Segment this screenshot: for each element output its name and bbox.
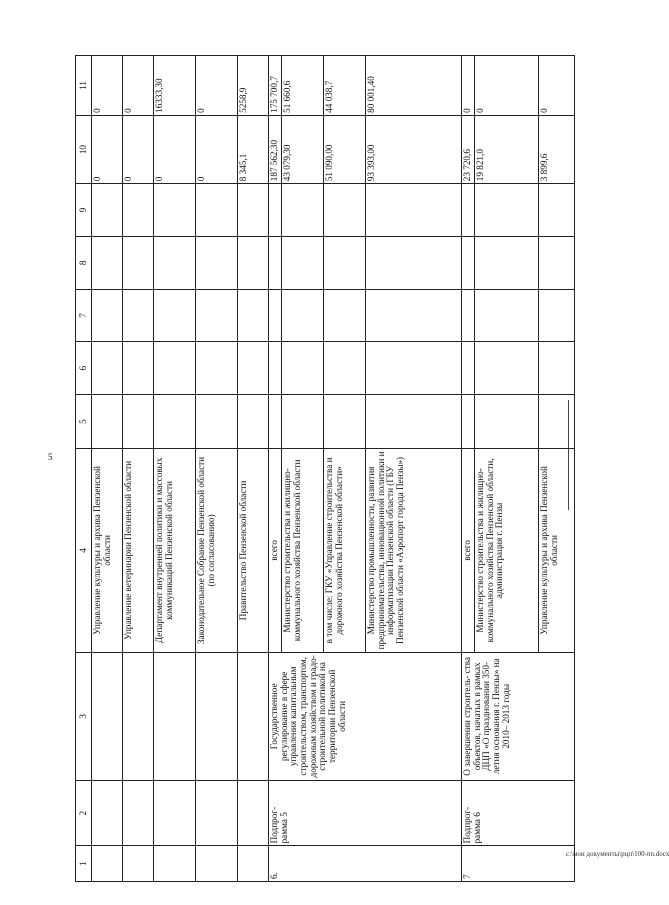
executor-cell: Управление культуры и архива Пензенской области: [92, 449, 123, 653]
value-cell: 16333,30: [154, 56, 196, 116]
table-cell: [123, 236, 154, 289]
executor-cell: всего: [462, 449, 475, 653]
value-cell: 0: [123, 56, 154, 116]
table-cell: [269, 342, 282, 395]
header-cell: 10: [76, 115, 92, 183]
row-number-cell: 7: [462, 846, 575, 882]
table-cell: [196, 236, 238, 289]
value-cell: 0: [462, 56, 475, 116]
value-cell: 23 720,6: [462, 115, 475, 183]
table-cell: [123, 289, 154, 342]
table-cell: [92, 652, 123, 780]
table-cell: [92, 289, 123, 342]
table-cell: [196, 342, 238, 395]
table-cell: [324, 236, 366, 289]
subprogram-cell: Подпрог- рамма 5: [269, 780, 462, 846]
table-cell: [238, 652, 269, 780]
executor-cell: Департамент внутренней политики и массовых коммуникаций Пензенской области: [154, 449, 196, 653]
table-cell: [539, 184, 575, 237]
table-cell: [123, 652, 154, 780]
table-cell: [366, 184, 462, 237]
header-cell: 6: [76, 342, 92, 395]
subprogram-cell: Подпрог- рамма 6: [462, 780, 575, 846]
table-cell: [324, 289, 366, 342]
value-cell: 43 079,30: [282, 115, 324, 183]
table-cell: [269, 394, 282, 448]
table-cell: [324, 342, 366, 395]
header-cell: 1: [76, 846, 92, 882]
header-cell: 9: [76, 184, 92, 237]
table-cell: [282, 394, 324, 448]
value-cell: 0: [475, 56, 539, 116]
table-cell: [539, 394, 575, 448]
table-cell: [154, 342, 196, 395]
table-cell: [238, 184, 269, 237]
value-cell: 0: [154, 115, 196, 183]
value-cell: 175 700,7: [269, 56, 282, 116]
value-cell: 3 899,6: [539, 115, 575, 183]
table-cell: [269, 236, 282, 289]
budget-table: [75, 55, 575, 882]
table-cell: [154, 289, 196, 342]
header-cell: 3: [76, 652, 92, 780]
table-cell: [154, 236, 196, 289]
table-cell: [324, 184, 366, 237]
value-cell: 80 001,40: [366, 56, 462, 116]
executor-cell: всего: [269, 449, 282, 653]
table-cell: [238, 236, 269, 289]
executor-cell: Министерство строительства и жилищно-коммунального хозяйства Пензенской области, администрация г. Пензы: [475, 449, 539, 653]
table-cell: [196, 846, 238, 882]
table-header-row: [76, 56, 92, 882]
subprogram-title-cell: Государственное регулирование в сфере управления капитальным строительством, транспортом, дорожным хозяйством и градо- строительной политикой на территории Пензенской области: [269, 652, 462, 780]
table-cell: [462, 342, 475, 395]
value-cell: 0: [92, 56, 123, 116]
table-cell: [154, 184, 196, 237]
header-cell: 2: [76, 780, 92, 846]
value-cell: 8 345,1: [238, 115, 269, 183]
table-cell: [282, 184, 324, 237]
executor-cell: Управление ветеринарии Пензенской области: [123, 449, 154, 653]
table-cell: [154, 394, 196, 448]
table-cell: [123, 394, 154, 448]
table-cell: [269, 184, 282, 237]
table-cell: [196, 184, 238, 237]
table-cell: [475, 342, 539, 395]
table-cell: [238, 780, 269, 846]
table-cell: [92, 184, 123, 237]
table-cell: [154, 780, 196, 846]
table-cell: [123, 342, 154, 395]
table-cell: [475, 236, 539, 289]
table-cell: [92, 236, 123, 289]
table-cell: [154, 846, 196, 882]
table-cell: [366, 342, 462, 395]
table-cell: [238, 846, 269, 882]
table-cell: [123, 184, 154, 237]
value-cell: 187 562,30: [269, 115, 282, 183]
table-row: [92, 56, 123, 882]
value-cell: 0: [123, 115, 154, 183]
table-cell: [462, 394, 475, 448]
table-cell: [366, 394, 462, 448]
executor-cell: в том числе: ГКУ «Управление строительства и дорожного хозяйства Пензенской области»: [324, 449, 366, 653]
header-cell: 5: [76, 394, 92, 448]
table-cell: [92, 846, 123, 882]
table-cell: [92, 780, 123, 846]
table-cell: [539, 342, 575, 395]
table-cell: [154, 652, 196, 780]
table-cell: [92, 394, 123, 448]
table-cell: [462, 289, 475, 342]
table-cell: [539, 289, 575, 342]
table-cell: [475, 394, 539, 448]
value-cell: 0: [196, 115, 238, 183]
table-cell: [475, 289, 539, 342]
table-cell: [238, 342, 269, 395]
executor-cell: Управление культуры и архива Пензенской области: [539, 449, 575, 653]
value-cell: 19 821,0: [475, 115, 539, 183]
subprogram-title-cell: О завершении строитель- ства объектов, начатых в рамках ДЦП «О праздновании 350- летия основания г. Пензы» на 2010– 2013 годы: [462, 652, 575, 780]
table-cell: [196, 652, 238, 780]
footer-file-path: c:\мои документы\рцп\100-nn.docx: [566, 850, 669, 858]
executor-cell: Министерство строительства и жилищно-коммунального хозяйства Пензенской области: [282, 449, 324, 653]
table-cell: [282, 236, 324, 289]
table-cell: [366, 236, 462, 289]
table-cell: [123, 846, 154, 882]
executor-cell: Правительство Пензенской области: [238, 449, 269, 653]
table-cell: [462, 184, 475, 237]
table-row: [123, 56, 154, 882]
header-cell: 11: [76, 56, 92, 116]
value-cell: 5258,9: [238, 56, 269, 116]
header-cell: 8: [76, 236, 92, 289]
table-cell: [366, 289, 462, 342]
table-cell: [196, 780, 238, 846]
header-cell: 7: [76, 289, 92, 342]
table-row: [154, 56, 196, 882]
table-cell: [238, 394, 269, 448]
table-cell: [123, 780, 154, 846]
table-cell: [92, 342, 123, 395]
table-cell: [324, 394, 366, 448]
table-cell: [539, 236, 575, 289]
table-cell: [462, 236, 475, 289]
table-row: [238, 56, 269, 882]
table-cell: [269, 289, 282, 342]
table-row: [196, 56, 238, 882]
executor-cell: Законодательное Собрание Пензенской области (по согласованию): [196, 449, 238, 653]
value-cell: 51 660,6: [282, 56, 324, 116]
page-number: 5: [48, 452, 53, 462]
executor-cell: Министерство промышленности, развития предпринимательства, инновационной политики и информатизации Пензенской области (ГБУ Пензенской области «Аэропорт города Пензы»): [366, 449, 462, 653]
row-number-cell: 6.: [269, 846, 462, 882]
table-cell: [282, 342, 324, 395]
table-row: [269, 56, 282, 882]
table-cell: [196, 289, 238, 342]
value-cell: 51 090,00: [324, 115, 366, 183]
table-cell: [475, 184, 539, 237]
value-cell: 0: [196, 56, 238, 116]
value-cell: 44 038,7: [324, 56, 366, 116]
table-row: [462, 56, 475, 882]
value-cell: 0: [92, 115, 123, 183]
table-cell: [282, 289, 324, 342]
value-cell: 0: [539, 56, 575, 116]
value-cell: 93 393,00: [366, 115, 462, 183]
table-cell: [238, 289, 269, 342]
header-cell: 4: [76, 449, 92, 653]
table-cell: [196, 394, 238, 448]
